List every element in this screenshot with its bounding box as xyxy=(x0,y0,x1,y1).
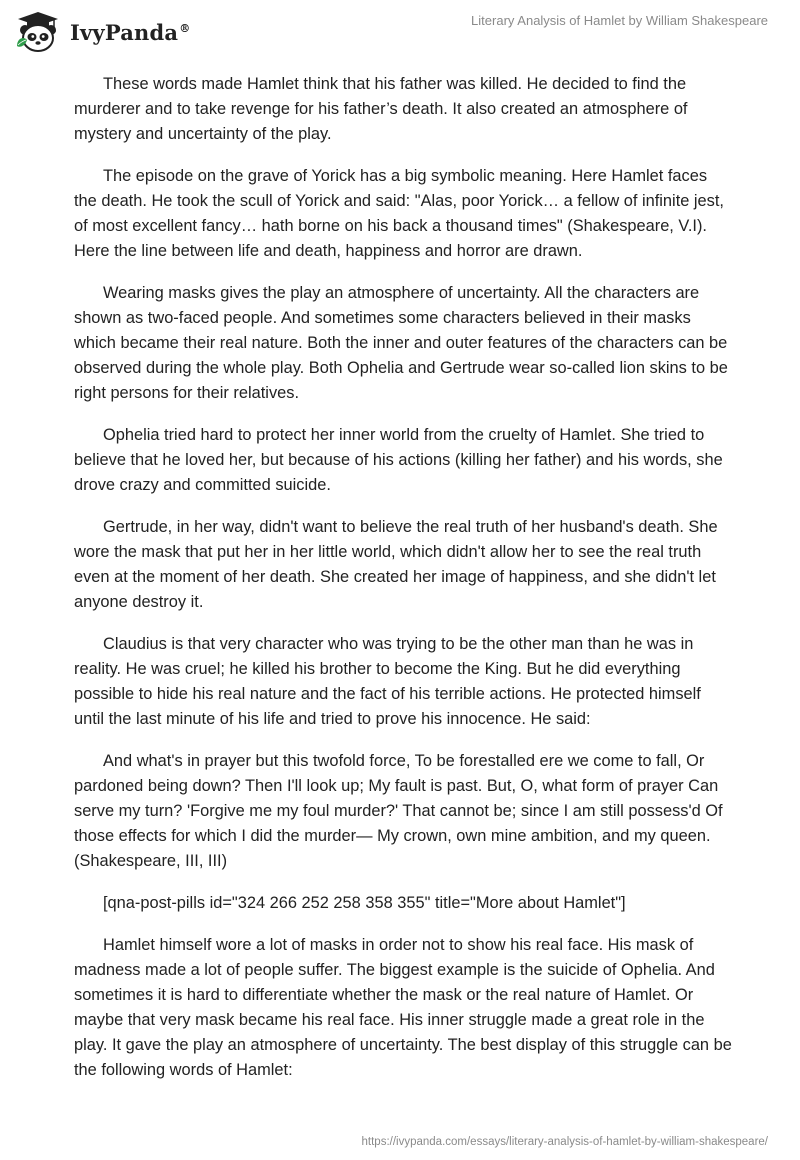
shortcode-paragraph: [qna-post-pills id="324 266 252 258 358 355" title="More about Hamlet"] xyxy=(103,894,626,912)
ivypanda-logo[interactable] xyxy=(14,10,190,54)
paragraph: Wearing masks gives the play an atmosphere of uncertainty. All the characters are shown as two-faced people. And sometimes some characters believed in their masks which became their real nature. Both the inner and outer features of the characters can be observed during the whole play. Both Ophelia and Gertrude wear so-called lion skins to be right persons for their relatives. xyxy=(74,284,728,402)
panda-graduate-icon xyxy=(14,10,62,54)
page-header xyxy=(0,0,800,60)
essay-body xyxy=(74,72,734,1100)
paragraph: Claudius is that very character who was trying to be the other man than he was in reality. He was cruel; he killed his brother to become the King. But he did everything possible to hide his real nature and the fact of his terrible actions. He protected himself until the last minute of his life and tried to prove his innocence. He said: xyxy=(74,635,701,728)
paragraph: The episode on the grave of Yorick has a big symbolic meaning. Here Hamlet faces the death. He took the scull of Yorick and said: "Alas, poor Yorick… a fellow of infinite jest, of most excellent fancy… hath borne on his back a thousand times" (Shakespeare, V.I). Here the line between life and death, happiness and horror are drawn. xyxy=(74,167,724,260)
paragraph: These words made Hamlet think that his father was killed. He decided to find the murderer and to take revenge for his father’s death. It also created an atmosphere of mystery and uncertainty of the play. xyxy=(74,75,688,143)
paragraph: Ophelia tried hard to protect her inner world from the cruelty of Hamlet. She tried to believe that he loved her, but because of his actions (killing her father) and his words, she drove crazy and committed suicide. xyxy=(74,426,723,494)
source-url[interactable]: https://ivypanda.com/essays/literary-analysis-of-hamlet-by-william-shakespeare/ xyxy=(361,1136,768,1148)
paragraph: Gertrude, in her way, didn't want to believe the real truth of her husband's death. She wore the mask that put her in her little world, which didn't allow her to see the real truth even at the moment of her death. She created her image of happiness, and she didn't let anyone destroy it. xyxy=(74,518,718,611)
brand-name: IvyPanda® xyxy=(70,19,191,45)
document-title: Literary Analysis of Hamlet by William Shakespeare xyxy=(471,13,768,28)
quotation-paragraph: And what's in prayer but this twofold force, To be forestalled ere we come to fall, Or pardoned being down? Then I'll look up; My fault is past. But, O, what form of prayer Can serve my turn? 'Forgive me my foul murder?' That cannot be; since I am still possess'd Of those effects for which I did the murder— My crown, own mine ambition, and my queen. (Shakespeare, III, III) xyxy=(74,752,723,870)
paragraph: Hamlet himself wore a lot of masks in order not to show his real face. His mask of madness made a lot of people suffer. The biggest example is the suicide of Ophelia. And sometimes it is hard to differentiate whether the mask or the real nature of Hamlet. Or maybe that very mask became his real face. His inner struggle made a great role in the play. It gave the play an atmosphere of uncertainty. The best display of this struggle can be the following words of Hamlet: xyxy=(74,936,732,1079)
